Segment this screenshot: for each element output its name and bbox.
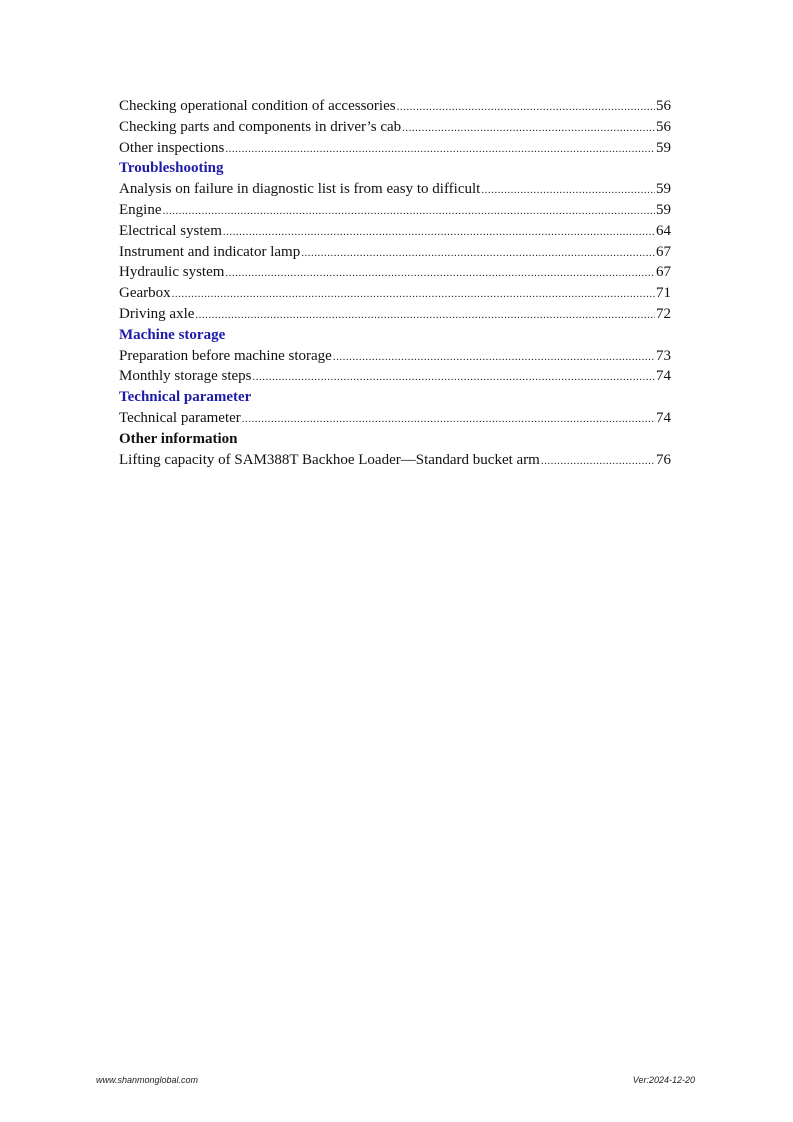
toc-entry[interactable] <box>119 179 671 200</box>
toc-page-number: 76 <box>656 451 671 468</box>
footer-version: Ver:2024-12-20 <box>632 1075 695 1085</box>
toc-page-number: 74 <box>656 409 671 426</box>
toc-page-number: 67 <box>656 243 671 260</box>
toc-entry-label: Preparation before machine storage <box>119 347 332 364</box>
toc-page-number: 72 <box>656 305 671 322</box>
toc-entry[interactable] <box>119 138 671 159</box>
toc-entry-label: Engine <box>119 201 162 218</box>
toc-entry[interactable] <box>119 346 671 367</box>
toc-page-number: 64 <box>656 222 671 239</box>
toc-section-heading[interactable]: Machine storage <box>119 326 226 343</box>
toc-page-number: 71 <box>656 285 671 302</box>
toc-page-number: 56 <box>656 98 671 114</box>
dot-leader <box>301 243 655 264</box>
toc-entry-label: Other inspections <box>119 139 225 156</box>
dot-leader <box>242 409 655 430</box>
toc-entry-label: Checking parts and components in driver’s cab <box>119 118 402 135</box>
dot-leader <box>397 97 655 118</box>
dot-leader <box>195 305 655 326</box>
dot-leader <box>541 451 655 472</box>
dot-leader <box>333 347 655 368</box>
toc-entry-label: Driving axle <box>119 305 195 322</box>
toc-entry[interactable] <box>119 450 671 471</box>
dot-leader <box>163 201 656 222</box>
dot-leader <box>223 222 655 243</box>
dot-leader <box>402 118 655 139</box>
toc-page-number: 59 <box>656 139 671 156</box>
toc-entry-label: Instrument and indicator lamp <box>119 243 301 260</box>
toc-entry-label: Lifting capacity of SAM388T Backhoe Loader—Standard bucket arm <box>119 451 540 468</box>
toc-page-number: 67 <box>656 264 671 281</box>
dot-leader <box>225 139 655 160</box>
dot-leader <box>172 284 655 305</box>
toc-entry[interactable] <box>119 283 671 304</box>
toc-entry[interactable] <box>119 200 671 221</box>
dot-leader <box>481 180 655 201</box>
toc-entry-label: Electrical system <box>119 222 222 239</box>
dot-leader <box>253 367 656 388</box>
toc-page-number: 74 <box>656 368 671 385</box>
toc-entry-label: Checking operational condition of accessories <box>119 98 396 114</box>
toc-entry[interactable] <box>119 242 671 263</box>
toc-entry-label: Gearbox <box>119 285 171 302</box>
toc-entry[interactable] <box>119 408 671 429</box>
dot-leader <box>225 263 655 284</box>
toc-section-heading[interactable]: Troubleshooting <box>119 160 224 177</box>
footer-website: www.shanmonglobal.com <box>96 1075 199 1085</box>
toc-section-heading[interactable]: Other information <box>119 430 238 447</box>
table-of-contents <box>119 96 671 470</box>
toc-page-number: 73 <box>656 347 671 364</box>
toc-entry-label: Hydraulic system <box>119 264 225 281</box>
toc-entry[interactable] <box>119 96 671 117</box>
toc-entry[interactable] <box>119 262 671 283</box>
toc-entry[interactable] <box>119 221 671 242</box>
toc-page-number: 59 <box>656 181 671 198</box>
toc-entry-label: Monthly storage steps <box>119 368 252 385</box>
toc-entry[interactable] <box>119 304 671 325</box>
toc-entry-label: Analysis on failure in diagnostic list is from easy to difficult <box>119 181 481 198</box>
toc-entry[interactable] <box>119 117 671 138</box>
toc-entry[interactable] <box>119 366 671 387</box>
toc-page-number: 59 <box>656 201 671 218</box>
toc-section-heading[interactable]: Technical parameter <box>119 389 252 406</box>
toc-page-number: 56 <box>656 118 671 135</box>
toc-entry-label: Technical parameter <box>119 409 241 426</box>
